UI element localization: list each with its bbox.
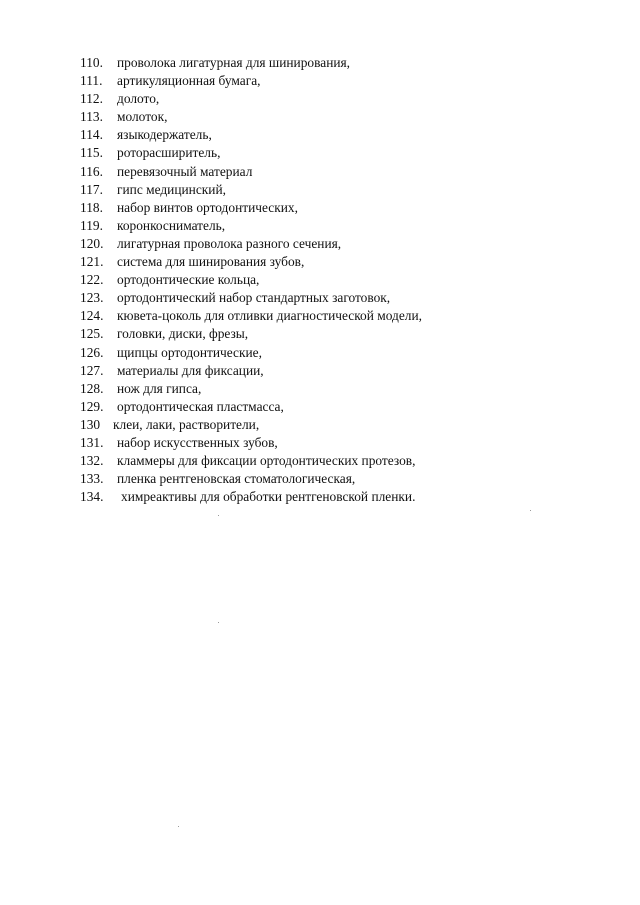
equipment-list xyxy=(80,54,600,506)
list-item xyxy=(80,235,600,253)
list-item xyxy=(80,434,600,452)
list-item xyxy=(80,72,600,90)
item-text: пленка рентгеновская стоматологическая, xyxy=(117,471,356,487)
list-item xyxy=(80,163,600,181)
item-text: щипцы ортодонтические, xyxy=(117,344,262,360)
item-number: 131. xyxy=(80,434,104,450)
item-text: лигатурная проволока разного сечения, xyxy=(117,235,342,251)
item-text: головки, диски, фрезы, xyxy=(117,326,249,342)
scan-speck xyxy=(218,622,219,623)
item-number: 127. xyxy=(80,362,104,378)
list-item xyxy=(80,362,600,380)
item-number: 113. xyxy=(80,109,103,125)
item-number: 119. xyxy=(80,217,103,233)
item-text: ортодонтические кольца, xyxy=(117,272,260,288)
item-text: нож для гипса, xyxy=(117,380,202,396)
list-item xyxy=(80,253,600,271)
item-number: 117. xyxy=(80,181,103,197)
item-text: клеи, лаки, растворители, xyxy=(113,416,260,432)
list-item xyxy=(80,217,600,235)
list-item xyxy=(80,144,600,162)
item-number: 129. xyxy=(80,398,104,414)
item-text: материалы для фиксации, xyxy=(117,362,264,378)
item-text: долото, xyxy=(117,91,160,107)
item-text: гипс медицинский, xyxy=(117,181,226,197)
scan-speck xyxy=(178,826,179,827)
item-number: 125. xyxy=(80,326,104,342)
item-text: языкодержатель, xyxy=(117,127,212,143)
item-number: 123. xyxy=(80,290,104,306)
item-number: 130 xyxy=(80,416,101,432)
list-item xyxy=(80,452,600,470)
list-item xyxy=(80,108,600,126)
list-item xyxy=(80,488,600,506)
list-item xyxy=(80,181,600,199)
item-text: кювета-цоколь для отливки диагностической модели, xyxy=(117,308,422,324)
item-number: 110. xyxy=(80,55,103,70)
list-item xyxy=(80,416,600,434)
item-number: 112. xyxy=(80,91,103,107)
item-number: 116. xyxy=(80,163,103,179)
item-number: 114. xyxy=(80,127,103,143)
item-number: 132. xyxy=(80,453,104,469)
list-item xyxy=(80,398,600,416)
list-item xyxy=(80,289,600,307)
item-number: 124. xyxy=(80,308,104,324)
list-item xyxy=(80,90,600,108)
list-item xyxy=(80,54,600,72)
list-item xyxy=(80,470,600,488)
list-item xyxy=(80,271,600,289)
item-number: 134. xyxy=(80,489,104,505)
item-text: ортодонтический набор стандартных заготовок, xyxy=(117,290,391,306)
item-number: 126. xyxy=(80,344,104,360)
item-text: перевязочный материал xyxy=(117,163,253,179)
item-text: кламмеры для фиксации ортодонтических протезов, xyxy=(117,453,416,469)
item-text: ортодонтическая пластмасса, xyxy=(117,398,284,414)
scan-speck xyxy=(530,510,531,511)
item-text: набор искусственных зубов, xyxy=(117,434,278,450)
scan-speck xyxy=(218,515,219,516)
list-item xyxy=(80,307,600,325)
item-text: химреактивы для обработки рентгеновской пленки. xyxy=(121,489,416,505)
list-item xyxy=(80,380,600,398)
item-text: молоток, xyxy=(117,109,168,125)
item-number: 120. xyxy=(80,235,104,251)
list-item xyxy=(80,344,600,362)
item-text: система для шинирования зубов, xyxy=(117,254,305,270)
item-text: роторасширитель, xyxy=(117,145,221,161)
list-item xyxy=(80,199,600,217)
item-number: 115. xyxy=(80,145,103,161)
item-number: 111. xyxy=(80,73,103,89)
item-text: проволока лигатурная для шинирования, xyxy=(117,55,351,70)
item-number: 121. xyxy=(80,254,104,270)
list-item xyxy=(80,325,600,343)
item-number: 133. xyxy=(80,471,104,487)
item-number: 122. xyxy=(80,272,104,288)
list-item xyxy=(80,126,600,144)
item-text: артикуляционная бумага, xyxy=(117,73,261,89)
item-number: 118. xyxy=(80,199,103,215)
item-text: набор винтов ортодонтических, xyxy=(117,199,298,215)
item-number: 128. xyxy=(80,380,104,396)
item-text: коронкосниматель, xyxy=(117,217,226,233)
